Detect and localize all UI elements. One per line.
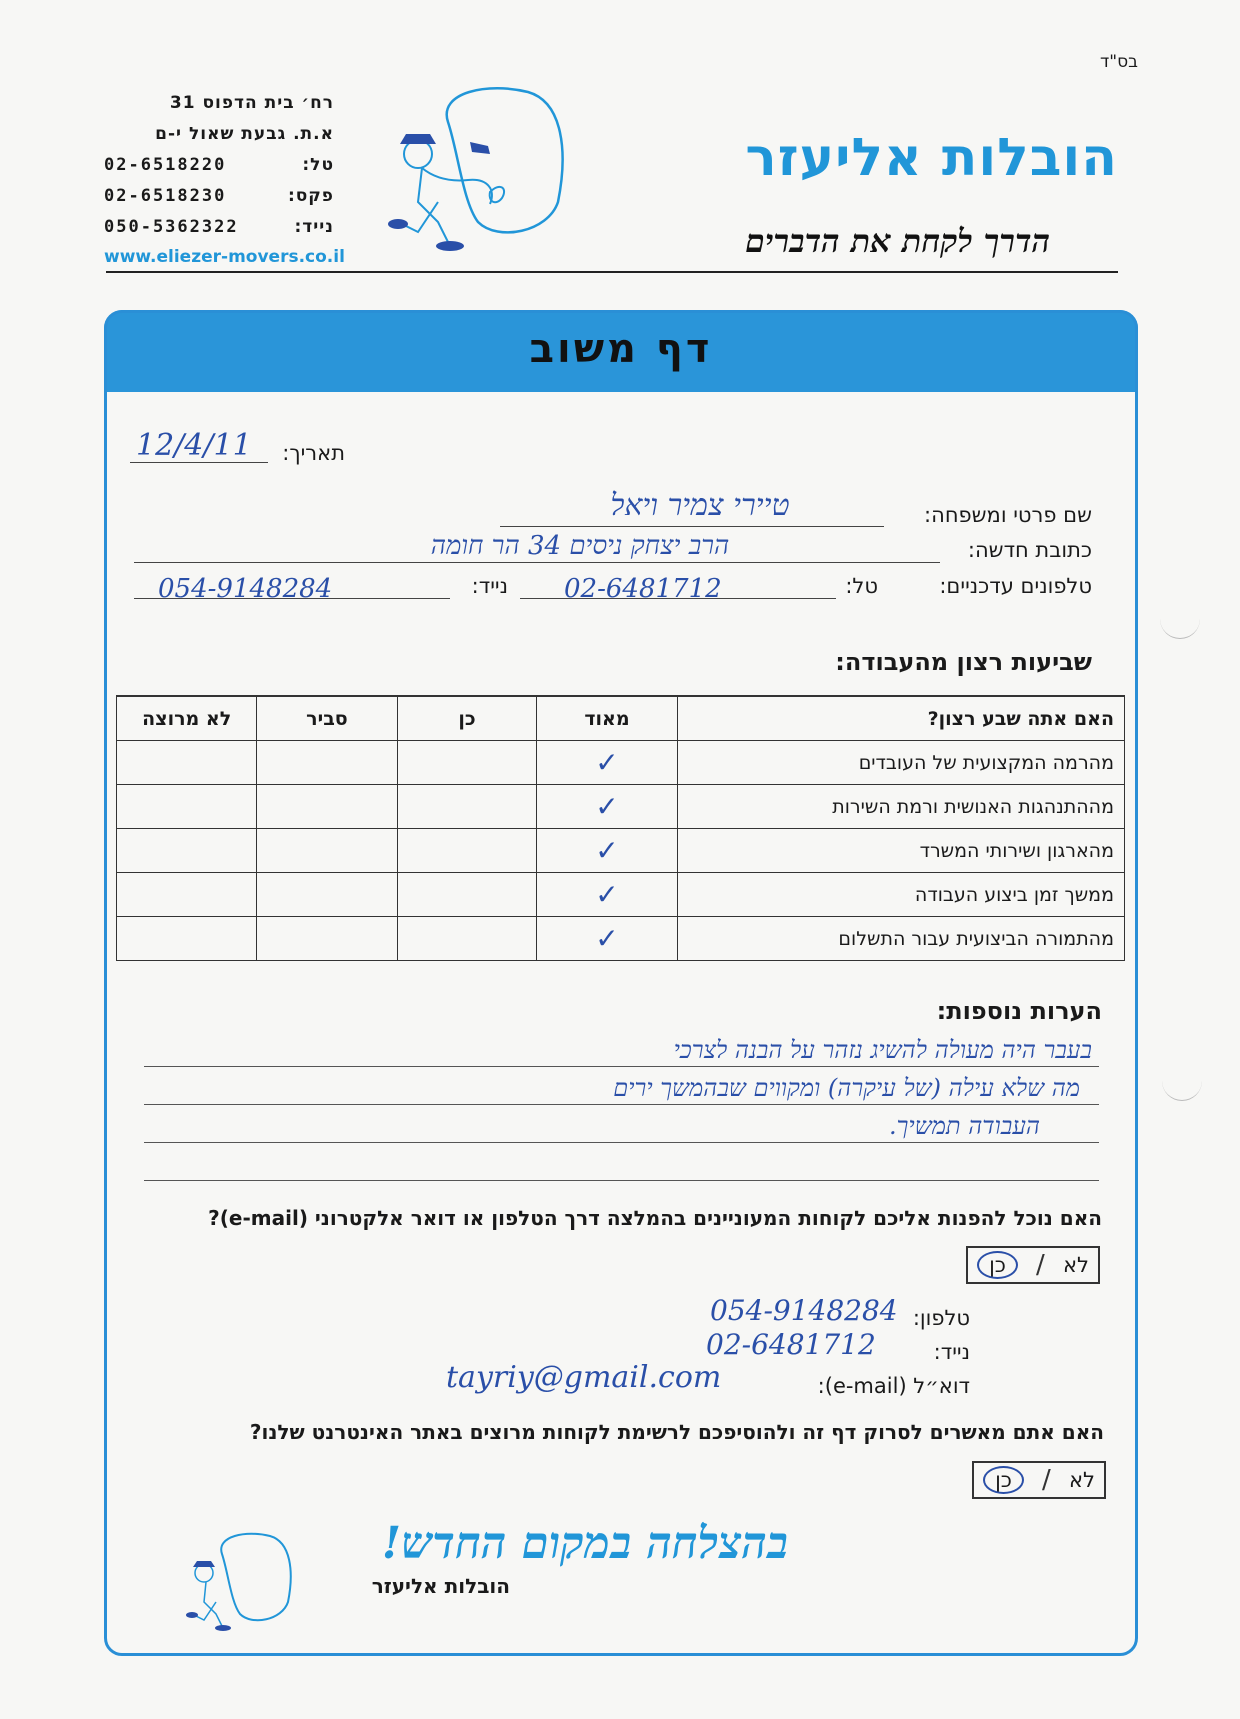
col-header-reasonable: סביר [257, 696, 397, 741]
rating-cell-unsatisfied[interactable] [117, 741, 257, 785]
mobile-value[interactable]: 054-9148284 [158, 574, 333, 604]
check-mark-icon: ✓ [595, 834, 619, 867]
rating-cell-very[interactable] [537, 741, 677, 785]
date-label: תאריך: [282, 441, 345, 465]
check-mark-icon: ✓ [595, 922, 619, 955]
question-header: האם אתה שבע רצון? [677, 696, 1124, 741]
check-mark-icon: ✓ [595, 878, 619, 911]
mobile-label: נייד: [471, 574, 508, 598]
table-header-row [117, 696, 1125, 741]
referral-question: האם נוכל להפנות אליכם לקוחות המעוניינים בהמלצה דרך הטלפון או דואר אלקטרוני (e-mail)? [208, 1206, 1102, 1230]
referral-phone-value[interactable]: 054-9148284 [710, 1294, 898, 1327]
header-divider [106, 271, 1118, 273]
referral-phone-label: טלפון: [912, 1306, 970, 1330]
table-row [117, 917, 1125, 961]
referral-email-label: דוא״ל (e-mail): [817, 1374, 970, 1398]
mobile-row [104, 212, 334, 243]
name-underline [500, 526, 884, 527]
row-label: ממשך זמן ביצוע העבודה [677, 873, 1124, 917]
mover-mascot-icon [378, 82, 578, 262]
rating-cell-very[interactable] [537, 829, 677, 873]
phone-label: טל: [302, 155, 334, 175]
referral-yes-option[interactable]: כן [977, 1251, 1018, 1279]
rating-cell-yes[interactable] [397, 741, 537, 785]
note-text-line-3[interactable]: העבודה תמשיך. [889, 1112, 1040, 1140]
closing-message: בהצלחה במקום החדש! [381, 1518, 788, 1569]
slash-divider: / [1036, 1250, 1045, 1280]
rating-cell-very[interactable] [537, 785, 677, 829]
consent-yes-option[interactable]: כן [983, 1466, 1024, 1494]
rating-cell-unsatisfied[interactable] [117, 917, 257, 961]
form-title: דף משוב [529, 326, 713, 372]
table-row [117, 829, 1125, 873]
slash-divider: / [1042, 1465, 1051, 1495]
tel-value[interactable]: 02-6481712 [564, 574, 722, 604]
col-header-yes: כן [397, 696, 537, 741]
rating-cell-unsatisfied[interactable] [117, 785, 257, 829]
phone-row [104, 150, 334, 181]
note-line [144, 1142, 1099, 1143]
signature-company: הובלות אליעזר [371, 1574, 510, 1598]
referral-mobile-value[interactable]: 02-6481712 [706, 1328, 876, 1361]
mobile-label: נייד: [294, 217, 334, 237]
notes-title: הערות נוספות: [936, 997, 1102, 1025]
punch-hole-mark [1160, 618, 1200, 639]
note-line [144, 1066, 1099, 1067]
fax-row [104, 181, 334, 212]
rating-cell-reasonable[interactable] [257, 741, 397, 785]
row-label: מהרמה המקצועית של העובדים [677, 741, 1124, 785]
company-name: הובלות אליעזר [745, 128, 1118, 188]
fax-value: 02-6518230 [104, 186, 227, 206]
address-line-1: רח׳ בית הדפוס 31 [169, 93, 334, 113]
referral-yes-no-box[interactable] [966, 1246, 1100, 1284]
table-row [117, 741, 1125, 785]
new-address-label: כתובת חדשה: [967, 538, 1092, 562]
rating-cell-reasonable[interactable] [257, 873, 397, 917]
consent-no-option[interactable]: לא [1068, 1468, 1095, 1492]
website-link[interactable]: www.eliezer-movers.co.il [104, 247, 345, 267]
note-text-line-2[interactable]: מה שלא עילה (של עיקרה) ומקווים שבהמשך ירים [613, 1074, 1080, 1102]
rating-cell-reasonable[interactable] [257, 785, 397, 829]
rating-cell-yes[interactable] [397, 917, 537, 961]
row-label: מהארגון ושירותי המשרד [677, 829, 1124, 873]
address-line-2: א.ת. גבעת שאול י-ם [155, 124, 334, 144]
satisfaction-table [116, 695, 1125, 961]
fax-label: פקס: [287, 186, 334, 206]
rating-cell-yes[interactable] [397, 829, 537, 873]
check-mark-icon: ✓ [595, 746, 619, 779]
satisfaction-title: שביעות רצון מהעבודה: [835, 648, 1092, 676]
rating-cell-very[interactable] [537, 873, 677, 917]
table-row [117, 785, 1125, 829]
name-value[interactable]: טיירי צמיר ויאל [610, 488, 790, 523]
rating-cell-reasonable[interactable] [257, 917, 397, 961]
rating-cell-unsatisfied[interactable] [117, 873, 257, 917]
rating-cell-reasonable[interactable] [257, 829, 397, 873]
punch-hole-mark [1162, 1080, 1202, 1101]
mover-mascot-small-icon [180, 1530, 300, 1638]
tel-label: טל: [845, 574, 878, 598]
rating-cell-very[interactable] [537, 917, 677, 961]
consent-yes-no-box[interactable] [972, 1461, 1106, 1499]
rating-cell-yes[interactable] [397, 785, 537, 829]
rating-cell-yes[interactable] [397, 873, 537, 917]
company-slogan: הדרך לקחת את הדברים [745, 222, 1050, 260]
table-row [117, 873, 1125, 917]
address-underline [134, 562, 940, 563]
row-label: מהתמורה הביצועית עבור התשלום [677, 917, 1124, 961]
phones-label: טלפונים עדכניים: [939, 574, 1092, 598]
new-address-value[interactable]: הרב יצחק ניסים 34 הר חומה [430, 531, 730, 561]
note-line [144, 1104, 1099, 1105]
referral-email-value[interactable]: tayriy@gmail.com [446, 1360, 722, 1395]
check-mark-icon: ✓ [595, 790, 619, 823]
note-text-line-1[interactable]: בעבר היה מעולה להשיג נזהר על הבנה לצרכי [673, 1036, 1092, 1064]
row-label: מההתנהגות האנושית ורמת השירות [677, 785, 1124, 829]
contact-block [104, 88, 334, 243]
bsd-mark: בס"ד [1100, 52, 1138, 72]
date-value[interactable]: 12/4/11 [136, 428, 252, 463]
col-header-very: מאוד [537, 696, 677, 741]
mobile-value: 050-5362322 [104, 217, 239, 237]
col-header-unsatisfied: לא מרוצה [117, 696, 257, 741]
note-line [144, 1180, 1099, 1181]
referral-mobile-label: נייד: [933, 1340, 970, 1364]
rating-cell-unsatisfied[interactable] [117, 829, 257, 873]
referral-no-option[interactable]: לא [1062, 1253, 1089, 1277]
consent-question: האם אתם מאשרים לסרוק דף זה ולהוסיפכם לרשימת לקוחות מרוצים באתר האינטרנט שלנו? [249, 1420, 1104, 1444]
phone-value: 02-6518220 [104, 155, 227, 175]
name-label: שם פרטי ומשפחה: [924, 503, 1092, 527]
